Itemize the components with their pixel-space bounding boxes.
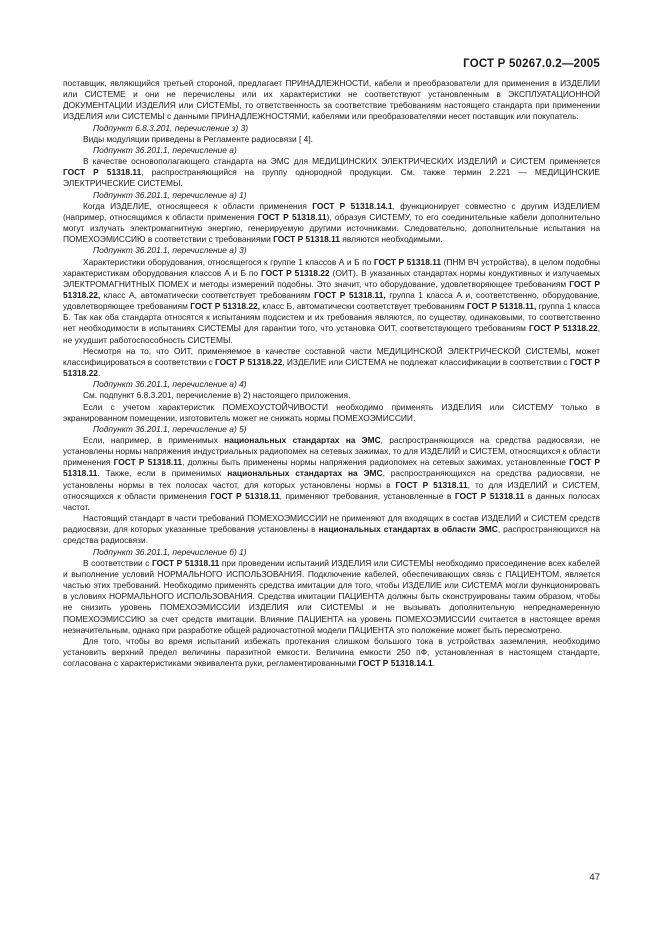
subclause-reference: Подпункт 6.8.3.201, перечисление з) 3) bbox=[93, 122, 249, 133]
standard-reference: ГОСТ Р 51318.22 bbox=[214, 356, 283, 367]
standard-reference: ГОСТ Р 51318.11, bbox=[466, 301, 537, 312]
standard-reference: ГОСТ Р 51318.22 bbox=[63, 356, 600, 379]
standard-reference: национальных стандартах на ЭМС bbox=[227, 468, 383, 479]
paragraph-patient-simulation: В соответствии с ГОСТ Р 51318.11 при проведении испытаний ИЗДЕЛИЯ или СИСТЕМЫ необходимо присоединение всех кабелей и выполнение условий НОРМАЛЬНОГО ИСПОЛЬЗОВАНИЯ. Подключение кабелей, обеспечивающих связь с ПАЦИЕНТОМ, является частью этих требований. Необходимо применять средства имитации для того, чтобы ИЗДЕЛИЕ или СИСТЕМА могли функционировать в условиях НОРМАЛЬНОГО ИСПОЛЬЗОВАНИЯ. Средства имитации ПАЦИЕНТА должны быть сконструированы таким образом, чтобы не снизить уровень ПОМЕХОЭМИССИИ ИЗДЕЛИЯ или СИСТЕМЫ и не вызывать дополнительную непреднамеренную ПОМЕХОЭМИССИЮ за счет средств имитации. Влияние ПАЦИЕНТА на уровень ПОМЕХОЭМИССИИ считается в настоящее время незначительным, однако при разработке общей радиочастотной модели ПАЦИЕНТА это положение может быть пересмотрено. bbox=[63, 557, 600, 635]
standard-reference: ГОСТ Р 51318.11 bbox=[152, 557, 220, 568]
standard-reference: ГОСТ Р 51318.22 bbox=[261, 267, 330, 278]
standard-reference: ГОСТ Р 51318.22, bbox=[63, 278, 600, 300]
page-number: 47 bbox=[589, 872, 600, 883]
standard-reference: ГОСТ Р 51318.22 bbox=[528, 323, 598, 334]
standard-reference: ГОСТ Р 51318.22, bbox=[190, 301, 261, 312]
standard-reference: ГОСТ Р 51318.14.1 bbox=[358, 658, 433, 669]
paragraph-national-standards: Если, например, в применимых национальных стандартах на ЭМС, распространяющихся на средства радиосвязи, не установлены нормы напряжения индустриальных радиопомех на сетевых зажимах, то для ИЗДЕЛИЙ и СИСТЕМ, относящихся к области применения ГОСТ Р 51318.11, должны быть применены нормы напряжения радиопомех на сетевых зажимах, установленные ГОСТ Р 51318.11. Также, если в применимых национальных стандартах на ЭМС, распространяющихся на средства радиосвязи, не установлены нормы в тех полосах частот, для которых установлены нормы в ГОСТ Р 51318.11, то для ИЗДЕЛИЙ и СИСТЕМ, относящихся к области применения ГОСТ Р 51318.11, применяют требования, установленные в ГОСТ Р 51318.11 в данных полосах частот. bbox=[63, 435, 601, 512]
paragraph-radio-exemption: Настоящий стандарт в части требований ПОМЕХОЭМИССИИ не применяют для входящих в состав ИЗДЕЛИЙ и СИСТЕМ средств радиосвязи, для которых указанные требования установлены в национальных стандартах в области ЭМС, распространяющихся на средства радиосвязи. bbox=[63, 513, 600, 546]
subclause-reference: Подпункт 36.201.1, перечисление б) 1) bbox=[93, 546, 247, 557]
subclause-reference: Подпункт 36.201.1, перечисление а) 5) bbox=[93, 423, 247, 434]
paragraph-shielded-room: Если с учетом характеристик ПОМЕХОУСТОЙЧИВОСТИ необходимо применять ИЗДЕЛИЯ или СИСТЕМУ только в экранированном помещении, изготовитель может не снижать нормы ПОМЕХОЭМИССИИ. bbox=[63, 401, 600, 423]
standard-reference: ГОСТ Р 51318.11 bbox=[373, 256, 442, 267]
document-body bbox=[63, 78, 600, 669]
paragraph-oit-classification: Несмотря на то, что ОИТ, применяемое в качестве составной части МЕДИЦИНСКОЙ ЭЛЕКТРИЧЕСКОЙ СИСТЕМЫ, может классифицироваться в соответствии с ГОСТ Р 51318.22, ИЗДЕЛИЕ или СИСТЕМА не подлежат классификации в соответствии с ГОСТ Р 51318.22. bbox=[63, 345, 600, 379]
paragraph-parasitic-capacitance: Для того, чтобы во время испытаний избежать протекания слишком большого тока в устройствах заземления, необходимо установить верхний предел величины паразитной емкости. Величина емкости 250 пФ, установленная в настоящем стандарте, согласована с характеристиками эквивалента руки, регламентированными ГОСТ Р 51318.14.1. bbox=[63, 635, 600, 669]
standard-reference: ГОСТ Р 51318.11 bbox=[257, 211, 327, 222]
paragraph-modulation: Виды модуляции приведены в Регламенте радиосвязи [ 4]. bbox=[83, 133, 313, 144]
standard-reference: ГОСТ Р 51318.11 bbox=[454, 490, 525, 501]
standard-reference: ГОСТ Р 51318.11 bbox=[63, 167, 142, 178]
standard-reference: ГОСТ Р 51318.11 bbox=[63, 457, 600, 479]
standard-reference: ГОСТ Р 51318.11 bbox=[395, 479, 468, 490]
subclause-reference: Подпункт 36.201.1, перечисление а) 4) bbox=[93, 379, 247, 390]
standard-reference: ГОСТ Р 51318.11 bbox=[273, 234, 340, 245]
paragraph-equipment-characteristics: Характеристики оборудования, относящегося к группе 1 классов А и Б по ГОСТ Р 51318.11 (ПНМ ВЧ устройства), в целом подобны характеристикам оборудования классов А и Б по ГОСТ Р 51318.22 (ОИТ). В указанных стандартах нормы кондуктивных и излучаемых ЭЛЕКТРОМАГНИТНЫХ ПОМЕХ и методы измерений подобны. Это значит, что оборудование, удовлетворяющее требованиям ГОСТ Р 51318.22, класс А, автоматически соответствует требованиям ГОСТ Р 51318.11, группа 1 класса А и, соответственно, оборудование, удовлетворяющее требованиям ГОСТ Р 51318.22, класс Б, автоматически соответствует требованиям ГОСТ Р 51318.11, группа 1 класса Б. Так как оба стандарта относятся к испытаниям подсистем и их требования являются, по существу, одинаковыми, то соответственно нет необходимости в испытаниях СИСТЕМЫ для гарантии того, что установка ОИТ, соответствующего требованиям ГОСТ Р 51318.22, не ухудшит работоспособность СИСТЕМЫ. bbox=[63, 256, 601, 345]
standard-reference: ГОСТ Р 51318.11 bbox=[210, 490, 280, 501]
standard-reference: ГОСТ Р 51318.11, bbox=[314, 289, 386, 300]
paragraph-see-subclause: См. подпункт 6.8.3.201, перечисление в) 2) настоящего приложения. bbox=[83, 390, 351, 401]
paragraph-basic-standard: В качестве основополагающего стандарта на ЭМС для МЕДИЦИНСКИХ ЭЛЕКТРИЧЕСКИХ ИЗДЕЛИЙ и СИСТЕМ применяется ГОСТ Р 51318.11, распространяющийся на группу однородной продукции. См. также термин 2.221 — МЕДИЦИНСКИЕ ЭЛЕКТРИЧЕСКИЕ СИСТЕМЫ. bbox=[63, 156, 600, 189]
subclause-reference: Подпункт 36.201.1, перечисление а) bbox=[93, 144, 237, 155]
standard-reference: национальных стандартах на ЭМС bbox=[224, 435, 381, 445]
paragraph-system-cables: Когда ИЗДЕЛИЕ, относящееся к области применения ГОСТ Р 51318.14.1, функционирует совместно с другим ИЗДЕЛИЕМ (например, относящимся к области применения ГОСТ Р 51318.11), образуя СИСТЕМУ, то его соединительные кабели дополнительно могут излучать электромагнитную энергию, генерируемую другими источниками. Следовательно, дополнительные испытания на ПОМЕХОЭМИССИЮ в соответствии с требованиями ГОСТ Р 51318.11 являются необходимыми. bbox=[63, 200, 600, 245]
subclause-reference: Подпункт 36.201.1, перечисление а) 3) bbox=[93, 245, 247, 256]
standard-reference: ГОСТ Р 51318.14.1 bbox=[312, 200, 393, 211]
subclause-reference: Подпункт 36.201.1, перечисление а) 1) bbox=[93, 189, 247, 200]
standard-reference: ГОСТ Р 51318.11 bbox=[113, 457, 183, 468]
paragraph-1: поставщик, являющийся третьей стороной, предлагает ПРИНАДЛЕЖНОСТИ, кабели и преобразователи для применения в ИЗДЕЛИИ или СИСТЕМЕ и они не перечислены или их характеристики не соответствуют установленным в ЭКСПЛУАТАЦИОННОЙ ДОКУМЕНТАЦИИ ИЗДЕЛИЯ или СИСТЕМЫ, то ответственность за соответствие требованиям настоящего стандарта при применении ИЗДЕЛИЯ или СИСТЕМЫ с данными ПРИНАДЛЕЖНОСТЯМИ, кабелями или преобразователями несет поставщик или покупатель. bbox=[63, 78, 600, 122]
page-header-standard-number: ГОСТ Р 50267.0.2—2005 bbox=[463, 58, 600, 70]
standard-reference: национальных стандартах в области ЭМС bbox=[318, 524, 498, 535]
